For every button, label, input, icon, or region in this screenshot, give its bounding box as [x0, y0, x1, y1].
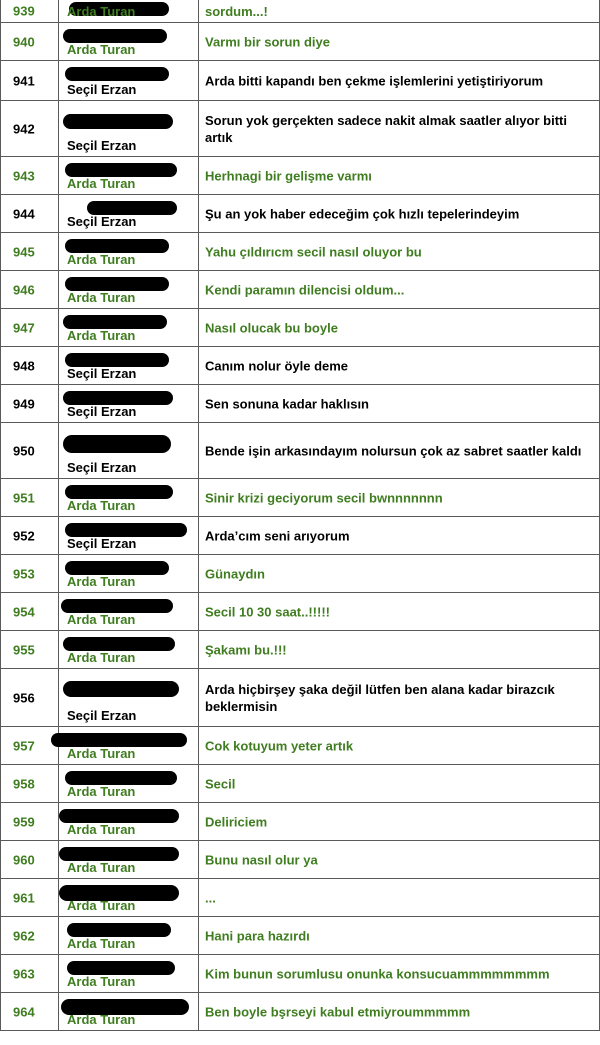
message-text: Sorun yok gerçekten sadece nakit almak saatler alıyor bitti artık: [205, 112, 567, 145]
redaction-mark: [65, 771, 177, 785]
table-row: [0, 0, 600, 23]
sender-cell: [58, 479, 198, 516]
sender-name: Arda Turan: [67, 612, 136, 627]
row-number-cell: [0, 101, 58, 156]
sender-name: Arda Turan: [67, 974, 136, 989]
row-number: 948: [13, 358, 35, 373]
sender-name: Seçil Erzan: [67, 708, 137, 723]
sender-cell: [58, 765, 198, 802]
redaction-mark: [65, 561, 169, 575]
row-number: 958: [13, 776, 35, 791]
row-number-cell: [0, 669, 58, 726]
row-number-cell: [0, 517, 58, 554]
sender-cell: [58, 955, 198, 992]
message-text: Hani para hazırdı: [205, 928, 310, 943]
sender-cell: [58, 23, 198, 60]
table-row: [0, 385, 600, 423]
message-cell: [198, 157, 600, 194]
message-text: Bende işin arkasındayım nolursun çok az sabret saatler kaldı: [205, 443, 582, 458]
redaction-mark: [59, 809, 179, 823]
message-text: Arda bitti kapandı ben çekme işlemlerini yetiştiriyorum: [205, 73, 544, 88]
message-text: Şakamı bu.!!!: [205, 642, 287, 657]
sender-name: Seçil Erzan: [67, 366, 137, 381]
row-number: 950: [13, 443, 35, 458]
row-number: 942: [13, 121, 35, 136]
row-number: 954: [13, 604, 35, 619]
message-cell: [198, 917, 600, 954]
redaction-mark: [63, 637, 175, 651]
row-number: 939: [13, 3, 35, 19]
table-row: [0, 955, 600, 993]
message-cell: [198, 879, 600, 916]
row-number: 941: [13, 73, 35, 88]
row-number-cell: [0, 61, 58, 100]
redaction-mark: [65, 239, 169, 253]
sender-cell: [58, 309, 198, 346]
sender-cell: [58, 271, 198, 308]
row-number-cell: [0, 479, 58, 516]
row-number: 952: [13, 528, 35, 543]
row-number-cell: [0, 841, 58, 878]
row-number: 959: [13, 814, 35, 829]
message-text: Cok kotuyum yeter artık: [205, 738, 354, 753]
row-number: 957: [13, 738, 35, 753]
table-row: [0, 803, 600, 841]
message-text: Sen sonuna kadar haklısın: [205, 396, 369, 411]
table-row: [0, 271, 600, 309]
message-text: sordum...!: [205, 4, 268, 19]
sender-name: Arda Turan: [67, 328, 136, 343]
message-cell: [198, 0, 600, 22]
redaction-mark: [63, 29, 167, 43]
redaction-mark: [65, 523, 187, 537]
redaction-mark: [65, 163, 177, 177]
sender-cell: [58, 61, 198, 100]
sender-cell: [58, 993, 198, 1030]
message-text: Yahu çıldırıcm secil nasıl oluyor bu: [205, 244, 422, 259]
message-text: Kendi paramın dilencisi oldum...: [205, 282, 405, 297]
sender-name: Seçil Erzan: [67, 536, 137, 551]
sender-cell: [58, 517, 198, 554]
row-number-cell: [0, 423, 58, 478]
row-number-cell: [0, 955, 58, 992]
sender-cell: [58, 879, 198, 916]
row-number: 945: [13, 244, 35, 259]
row-number-cell: [0, 385, 58, 422]
row-number-cell: [0, 233, 58, 270]
table-row: [0, 765, 600, 803]
sender-cell: [58, 669, 198, 726]
sender-name: Arda Turan: [67, 936, 136, 951]
row-number-cell: [0, 157, 58, 194]
row-number-cell: [0, 593, 58, 630]
message-cell: [198, 385, 600, 422]
message-cell: [198, 803, 600, 840]
message-text: Nasıl olucak bu boyle: [205, 320, 338, 335]
row-number-cell: [0, 23, 58, 60]
row-number: 951: [13, 490, 35, 505]
table-row: [0, 669, 600, 727]
table-row: [0, 157, 600, 195]
redaction-mark: [65, 485, 173, 499]
message-text: Bunu nasıl olur ya: [205, 852, 318, 867]
redaction-mark: [63, 315, 167, 329]
row-number: 960: [13, 852, 35, 867]
sender-name: Arda Turan: [67, 290, 136, 305]
redaction-mark: [65, 353, 169, 367]
message-cell: [198, 955, 600, 992]
row-number-cell: [0, 555, 58, 592]
sender-name: Arda Turan: [67, 574, 136, 589]
sender-cell: [58, 101, 198, 156]
redaction-mark: [63, 391, 173, 405]
message-text: Secil 10 30 saat..!!!!!: [205, 604, 330, 619]
redaction-mark: [87, 201, 177, 215]
message-cell: [198, 271, 600, 308]
sender-name: Seçil Erzan: [67, 460, 137, 475]
message-text: Deliriciem: [205, 814, 268, 829]
message-text: Canım nolur öyle deme: [205, 358, 349, 373]
redaction-mark: [63, 114, 173, 129]
message-cell: [198, 727, 600, 764]
sender-cell: [58, 841, 198, 878]
sender-name: Arda Turan: [67, 650, 136, 665]
table-row: [0, 517, 600, 555]
table-row: [0, 479, 600, 517]
table-row: [0, 993, 600, 1031]
sender-cell: [58, 423, 198, 478]
table-row: [0, 309, 600, 347]
message-cell: [198, 765, 600, 802]
row-number: 964: [13, 1004, 35, 1019]
message-cell: [198, 669, 600, 726]
sender-cell: [58, 195, 198, 232]
message-cell: [198, 479, 600, 516]
redaction-mark: [59, 847, 179, 861]
table-row: [0, 61, 600, 101]
row-number: 956: [13, 690, 35, 705]
message-cell: [198, 555, 600, 592]
redaction-mark: [63, 681, 179, 697]
table-row: [0, 233, 600, 271]
table-row: [0, 555, 600, 593]
row-number: 963: [13, 966, 35, 981]
row-number-cell: [0, 631, 58, 668]
table-row: [0, 101, 600, 157]
row-number-cell: [0, 347, 58, 384]
table-row: [0, 423, 600, 479]
message-text: Herhnagi bir gelişme varmı: [205, 168, 372, 183]
sender-name: Seçil Erzan: [67, 82, 137, 97]
sender-cell: [58, 233, 198, 270]
row-number: 949: [13, 396, 35, 411]
message-text: Günaydın: [205, 566, 265, 581]
row-number: 962: [13, 928, 35, 943]
message-cell: [198, 195, 600, 232]
message-text: Arda hiçbirşey şaka değil lütfen ben alana kadar birazcık beklermisin: [205, 681, 555, 714]
sender-name: Arda Turan: [67, 498, 136, 513]
redaction-mark: [67, 961, 175, 975]
row-number-cell: [0, 917, 58, 954]
message-text: Kim bunun sorumlusu onunka konsucuammmmmmmm: [205, 966, 550, 981]
sender-name: Arda Turan: [67, 4, 136, 19]
message-text: Şu an yok haber edeceğim çok hızlı tepelerindeyim: [205, 206, 520, 221]
sender-name: Arda Turan: [67, 176, 136, 191]
table-row: [0, 631, 600, 669]
sender-name: Arda Turan: [67, 42, 136, 57]
row-number: 943: [13, 168, 35, 183]
sender-name: Seçil Erzan: [67, 138, 137, 153]
sender-cell: [58, 803, 198, 840]
message-cell: [198, 233, 600, 270]
row-number-cell: [0, 195, 58, 232]
redaction-mark: [51, 733, 187, 747]
table-row: [0, 917, 600, 955]
row-number-cell: [0, 993, 58, 1030]
message-cell: [198, 593, 600, 630]
message-cell: [198, 347, 600, 384]
table-row: [0, 593, 600, 631]
row-number-cell: [0, 309, 58, 346]
message-cell: [198, 23, 600, 60]
sender-name: Seçil Erzan: [67, 404, 137, 419]
sender-name: Arda Turan: [67, 746, 136, 761]
redaction-mark: [61, 599, 173, 613]
redaction-mark: [65, 67, 169, 81]
message-text: Varmı bir sorun diye: [205, 34, 330, 49]
row-number: 946: [13, 282, 35, 297]
sender-cell: [58, 347, 198, 384]
sender-name: Arda Turan: [67, 1012, 136, 1027]
sender-cell: [58, 157, 198, 194]
sender-name: Arda Turan: [67, 860, 136, 875]
redaction-mark: [63, 435, 171, 453]
message-cell: [198, 309, 600, 346]
row-number: 944: [13, 206, 35, 221]
row-number: 955: [13, 642, 35, 657]
sender-name: Arda Turan: [67, 822, 136, 837]
sender-cell: [58, 0, 198, 22]
message-text: Sinir krizi geciyorum secil bwnnnnnnn: [205, 490, 443, 505]
sender-cell: [58, 727, 198, 764]
row-number-cell: [0, 765, 58, 802]
sender-name: Seçil Erzan: [67, 214, 137, 229]
message-text: Ben boyle bşrseyi kabul etmiyroummmmm: [205, 1004, 471, 1019]
row-number: 953: [13, 566, 35, 581]
sender-name: Arda Turan: [67, 898, 136, 913]
row-number: 947: [13, 320, 35, 335]
row-number: 961: [13, 890, 35, 905]
message-cell: [198, 423, 600, 478]
redaction-mark: [67, 923, 171, 937]
row-number-cell: [0, 271, 58, 308]
sender-name: Arda Turan: [67, 252, 136, 267]
sender-cell: [58, 385, 198, 422]
message-text: Arda’cım seni arıyorum: [205, 528, 350, 543]
message-cell: [198, 517, 600, 554]
row-number: 940: [13, 34, 35, 49]
table-row: [0, 841, 600, 879]
message-cell: [198, 61, 600, 100]
row-number-cell: [0, 0, 58, 22]
table-row: [0, 23, 600, 61]
table-row: [0, 347, 600, 385]
sender-name: Arda Turan: [67, 784, 136, 799]
row-number-cell: [0, 727, 58, 764]
row-number-cell: [0, 803, 58, 840]
message-cell: [198, 631, 600, 668]
row-number-cell: [0, 879, 58, 916]
table-row: [0, 195, 600, 233]
message-cell: [198, 101, 600, 156]
sender-cell: [58, 917, 198, 954]
redaction-mark: [65, 277, 169, 291]
sender-cell: [58, 555, 198, 592]
sender-cell: [58, 593, 198, 630]
sender-cell: [58, 631, 198, 668]
message-text: Secil: [205, 776, 236, 791]
message-text: ...: [205, 890, 216, 905]
message-cell: [198, 841, 600, 878]
table-row: [0, 727, 600, 765]
message-cell: [198, 993, 600, 1030]
table-row: [0, 879, 600, 917]
